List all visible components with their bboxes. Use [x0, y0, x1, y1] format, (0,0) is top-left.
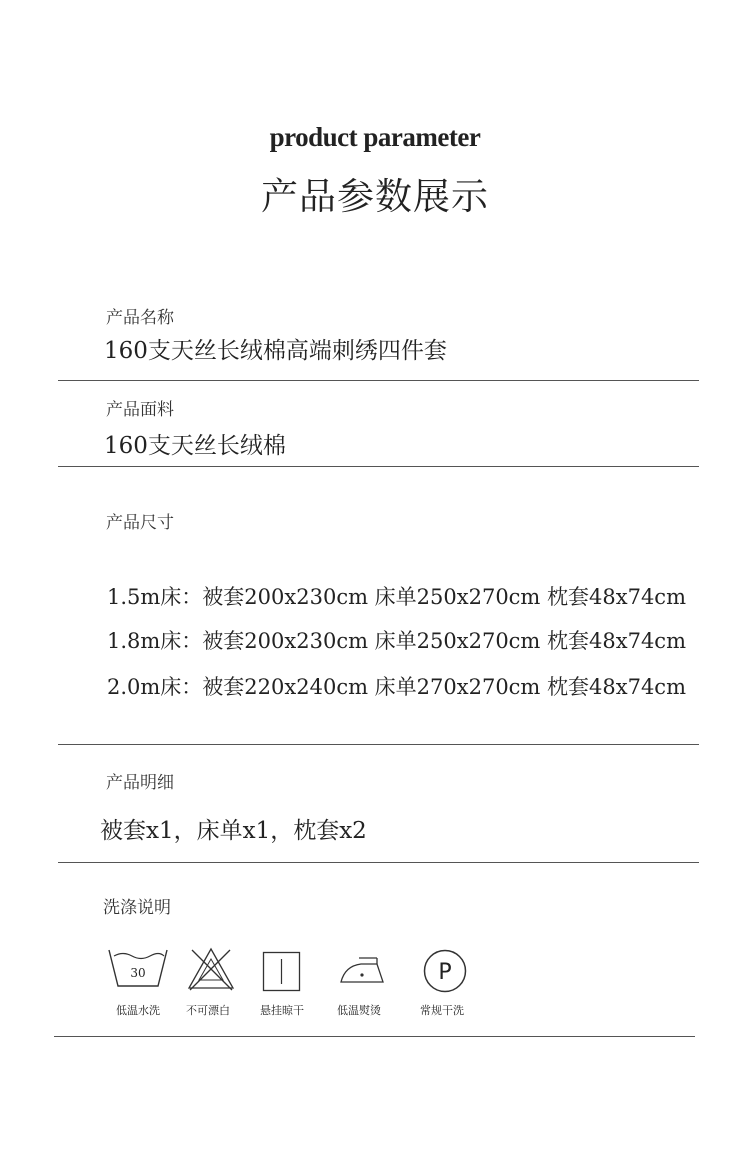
no-bleach-icon: [186, 946, 236, 992]
care-caption: 低温水洗: [116, 1004, 160, 1017]
product-detail-value: 被套x1，床单x1，枕套x2: [100, 818, 367, 844]
care-caption: 常规干洗: [420, 1004, 464, 1017]
divider: [54, 1036, 695, 1037]
product-detail-label: 产品明细: [106, 773, 174, 793]
heading-chinese: 产品参数展示: [261, 175, 489, 218]
product-fabric-value: 160支天丝长绒棉: [104, 433, 286, 459]
wash-basin-30-icon: [106, 946, 170, 992]
care-caption: 不可漂白: [186, 1004, 230, 1017]
care-caption: 低温熨烫: [337, 1004, 381, 1017]
care-instructions-label: 洗涤说明: [103, 898, 171, 918]
divider: [58, 380, 699, 381]
dry-clean-letter: P: [438, 960, 452, 985]
size-row: 2.0m床：被套220x240cm 床单270x270cm 枕套48x74cm: [107, 675, 686, 699]
hang-dry-icon: [262, 951, 302, 993]
care-caption: 悬挂晾干: [260, 1004, 304, 1017]
low-iron-icon: [337, 952, 387, 992]
product-name-label: 产品名称: [106, 308, 174, 328]
product-size-label: 产品尺寸: [106, 513, 174, 533]
product-name-value: 160支天丝长绒棉高端刺绣四件套: [104, 338, 447, 364]
divider: [58, 862, 699, 863]
wash-temperature: 30: [130, 966, 146, 980]
heading-english: product parameter: [269, 122, 481, 152]
divider: [58, 466, 699, 467]
size-row: 1.5m床：被套200x230cm 床单250x270cm 枕套48x74cm: [107, 585, 686, 609]
divider: [58, 744, 699, 745]
size-row: 1.8m床：被套200x230cm 床单250x270cm 枕套48x74cm: [107, 629, 686, 653]
product-fabric-label: 产品面料: [106, 400, 174, 420]
dry-clean-p-icon: [422, 948, 468, 994]
